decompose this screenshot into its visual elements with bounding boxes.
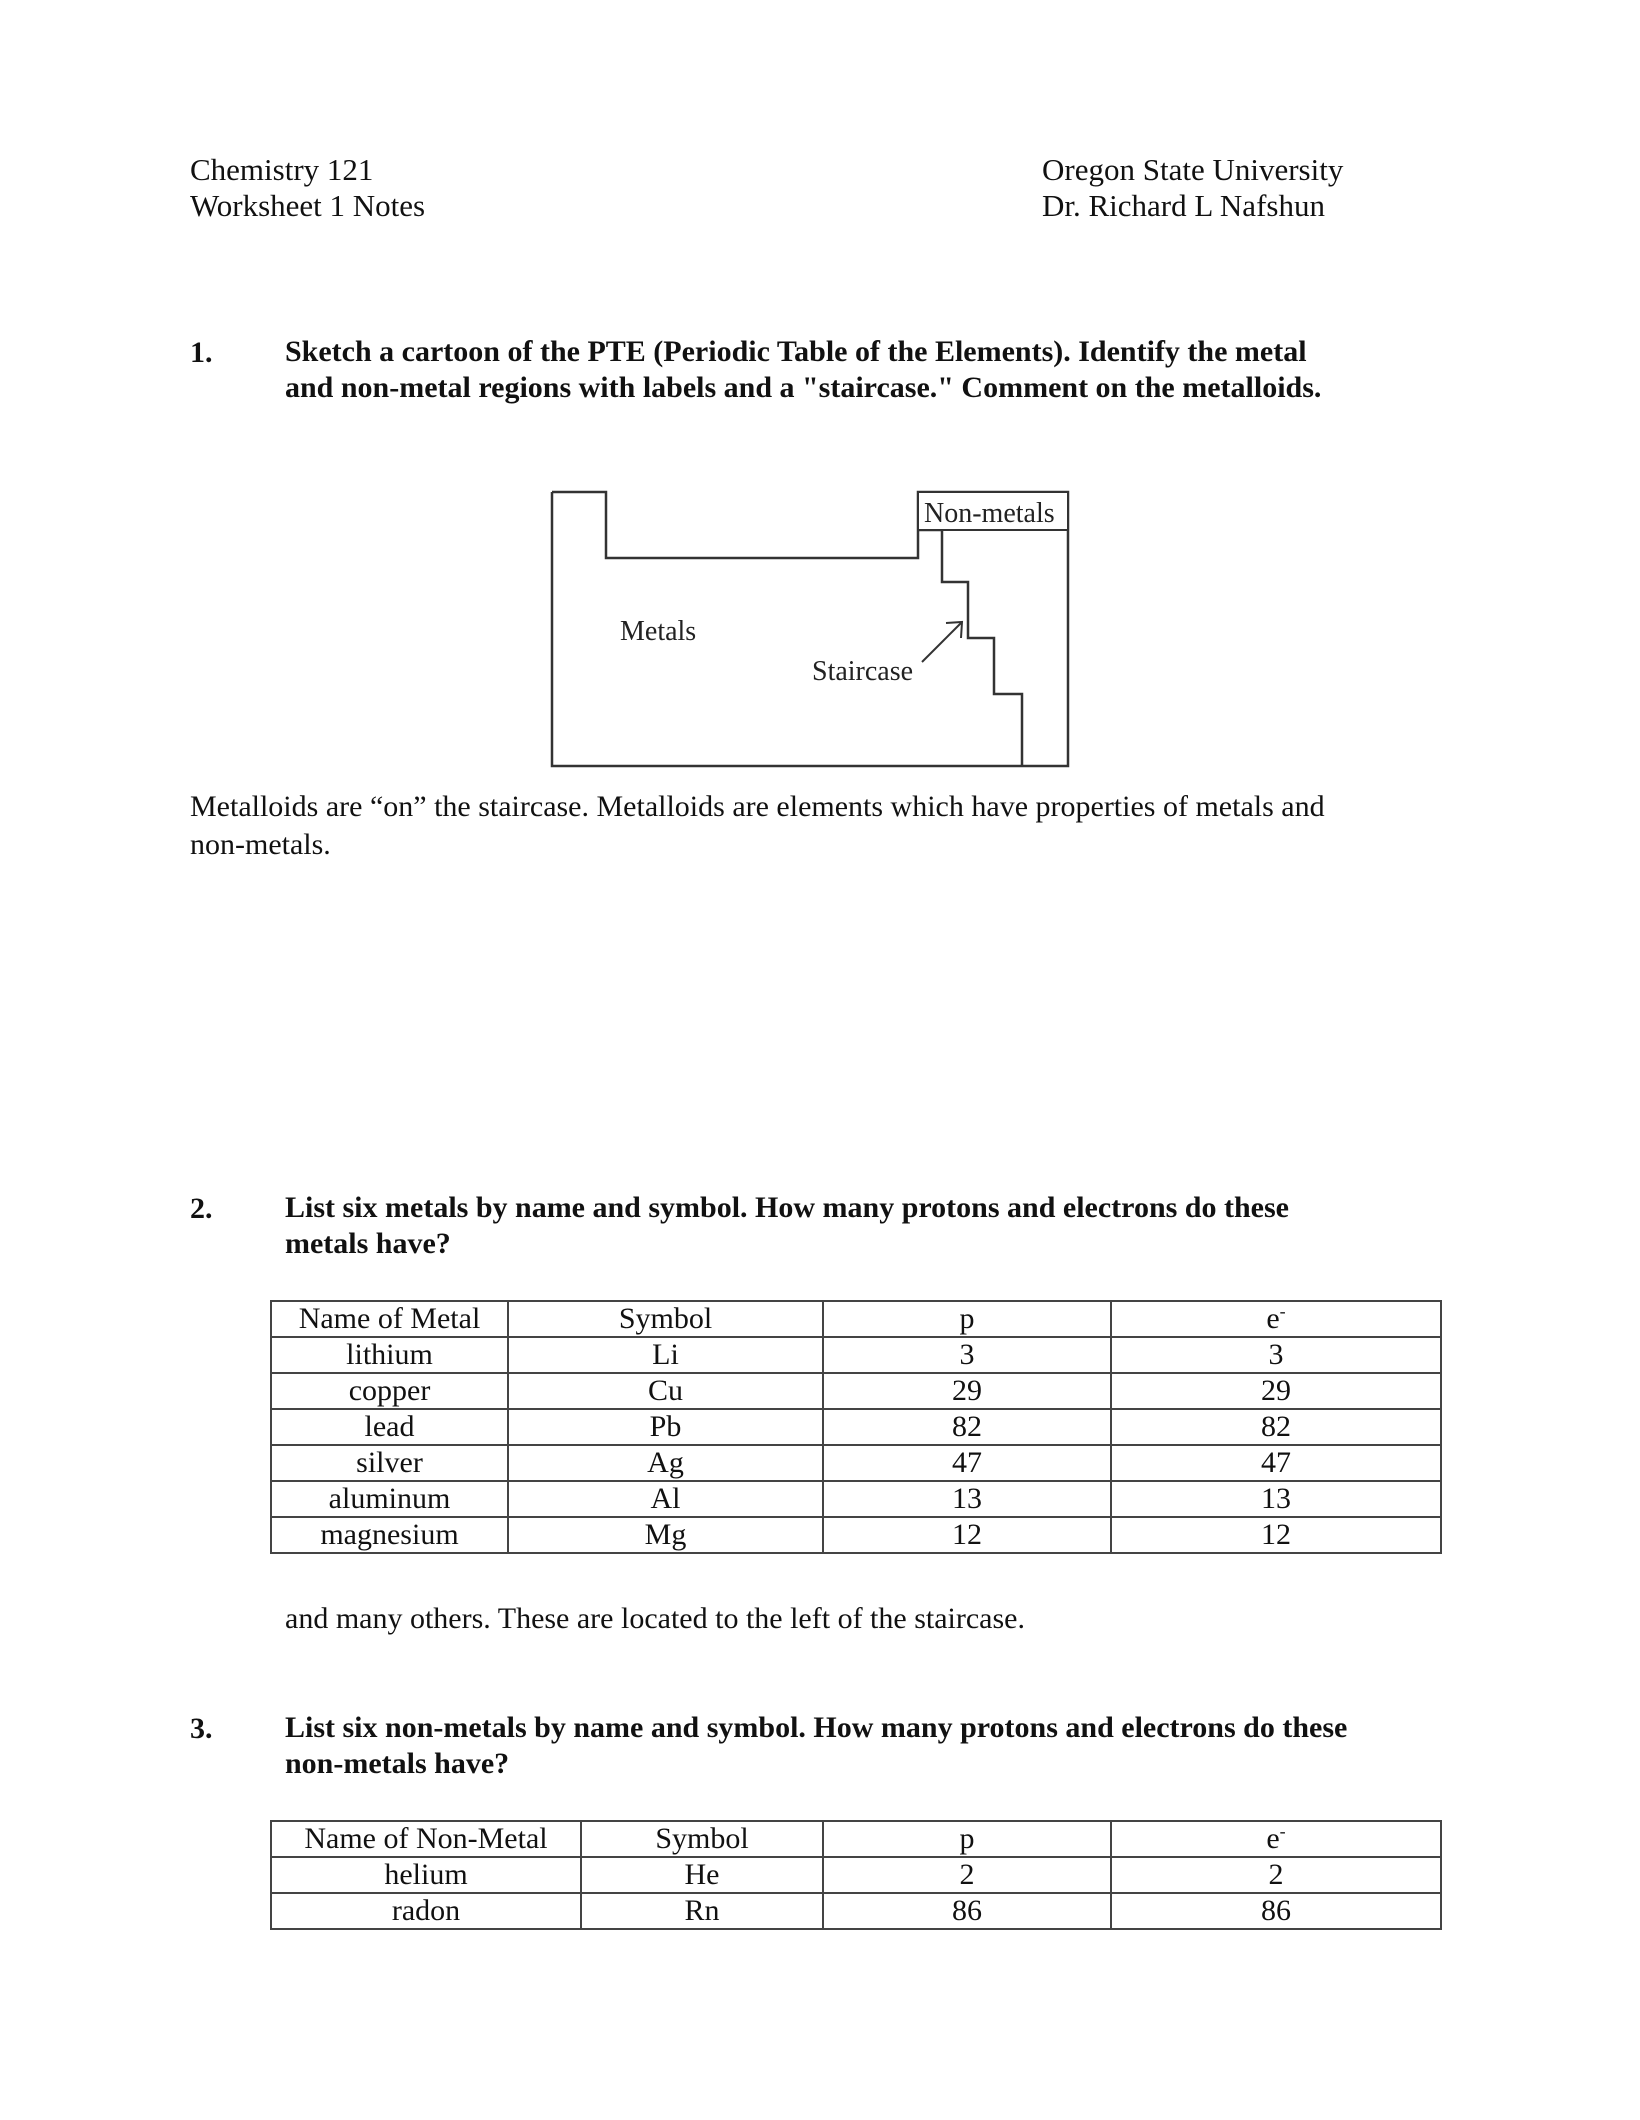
column-header-protons: p bbox=[823, 1821, 1111, 1857]
electrons-symbol: e bbox=[1266, 1822, 1280, 1855]
metal-protons-cell: 47 bbox=[823, 1445, 1111, 1481]
question-2-text bbox=[285, 1190, 1289, 1262]
metal-symbol-cell: Li bbox=[508, 1337, 823, 1373]
table-row bbox=[271, 1857, 1441, 1893]
metal-protons-cell: 29 bbox=[823, 1373, 1111, 1409]
question-3-line-2: non-metals have? bbox=[285, 1747, 510, 1780]
electrons-superscript: - bbox=[1279, 1821, 1286, 1841]
table-header-row bbox=[271, 1301, 1441, 1337]
nonmetal-electrons-cell: 2 bbox=[1111, 1857, 1441, 1893]
table-row bbox=[271, 1517, 1441, 1553]
nonmetal-name-cell: helium bbox=[271, 1857, 581, 1893]
metal-protons-cell: 82 bbox=[823, 1409, 1111, 1445]
metal-electrons-cell: 3 bbox=[1111, 1337, 1441, 1373]
nonmetal-symbol-cell: He bbox=[581, 1857, 823, 1893]
question-2-note: and many others. These are located to the left of the staircase. bbox=[285, 1602, 1025, 1635]
nonmetal-symbol-cell: Rn bbox=[581, 1893, 823, 1929]
metal-symbol-cell: Al bbox=[508, 1481, 823, 1517]
column-header-symbol: Symbol bbox=[508, 1301, 823, 1337]
staircase-arrow bbox=[922, 622, 962, 662]
electrons-superscript: - bbox=[1279, 1301, 1286, 1321]
staircase-line bbox=[918, 530, 1022, 766]
metal-electrons-cell: 82 bbox=[1111, 1409, 1441, 1445]
column-header-name: Name of Metal bbox=[271, 1301, 508, 1337]
nonmetal-protons-cell: 2 bbox=[823, 1857, 1111, 1893]
question-3-number: 3. bbox=[190, 1712, 213, 1745]
column-header-protons: p bbox=[823, 1301, 1111, 1337]
nonmetal-electrons-cell: 86 bbox=[1111, 1893, 1441, 1929]
question-1-answer-line-1: Metalloids are “on” the staircase. Metalloids are elements which have properties of metals and bbox=[190, 790, 1325, 823]
column-header-symbol: Symbol bbox=[581, 1821, 823, 1857]
metal-protons-cell: 13 bbox=[823, 1481, 1111, 1517]
metal-electrons-cell: 13 bbox=[1111, 1481, 1441, 1517]
column-header-name: Name of Non-Metal bbox=[271, 1821, 581, 1857]
question-3-line-1: List six non-metals by name and symbol. How many protons and electrons do these bbox=[285, 1711, 1348, 1744]
periodic-table-sketch bbox=[540, 480, 1080, 780]
question-1-line-2: and non-metal regions with labels and a "staircase." Comment on the metalloids. bbox=[285, 371, 1322, 404]
metal-name-cell: lithium bbox=[271, 1337, 508, 1373]
question-1-number: 1. bbox=[190, 336, 213, 369]
metal-name-cell: lead bbox=[271, 1409, 508, 1445]
metal-electrons-cell: 29 bbox=[1111, 1373, 1441, 1409]
table-row bbox=[271, 1409, 1441, 1445]
metal-name-cell: silver bbox=[271, 1445, 508, 1481]
electrons-symbol: e bbox=[1266, 1302, 1280, 1335]
instructor-name: Dr. Richard L Nafshun bbox=[1042, 188, 1325, 223]
question-1-answer bbox=[190, 788, 1325, 864]
course-title: Chemistry 121 bbox=[190, 152, 374, 187]
metals-label: Metals bbox=[620, 616, 697, 647]
metal-symbol-cell: Cu bbox=[508, 1373, 823, 1409]
metal-symbol-cell: Mg bbox=[508, 1517, 823, 1553]
table-row bbox=[271, 1893, 1441, 1929]
column-header-electrons bbox=[1111, 1821, 1441, 1857]
nonmetal-protons-cell: 86 bbox=[823, 1893, 1111, 1929]
table-row bbox=[271, 1481, 1441, 1517]
question-2-number: 2. bbox=[190, 1192, 213, 1225]
metal-name-cell: magnesium bbox=[271, 1517, 508, 1553]
table-header-row bbox=[271, 1821, 1441, 1857]
table-row bbox=[271, 1445, 1441, 1481]
table-row bbox=[271, 1337, 1441, 1373]
header-left bbox=[190, 152, 425, 224]
metal-protons-cell: 3 bbox=[823, 1337, 1111, 1373]
question-2-line-2: metals have? bbox=[285, 1227, 451, 1260]
table-row bbox=[271, 1373, 1441, 1409]
question-2-line-1: List six metals by name and symbol. How many protons and electrons do these bbox=[285, 1191, 1289, 1224]
worksheet-title: Worksheet 1 Notes bbox=[190, 188, 426, 223]
nonmetal-name-cell: radon bbox=[271, 1893, 581, 1929]
metal-electrons-cell: 12 bbox=[1111, 1517, 1441, 1553]
question-1-text bbox=[285, 334, 1321, 406]
metal-symbol-cell: Ag bbox=[508, 1445, 823, 1481]
metal-symbol-cell: Pb bbox=[508, 1409, 823, 1445]
metal-electrons-cell: 47 bbox=[1111, 1445, 1441, 1481]
university-name: Oregon State University bbox=[1042, 152, 1344, 187]
metal-name-cell: aluminum bbox=[271, 1481, 508, 1517]
question-1-answer-line-2: non-metals. bbox=[190, 828, 331, 861]
question-3-text bbox=[285, 1710, 1347, 1782]
metals-table bbox=[270, 1300, 1442, 1554]
question-1-line-1: Sketch a cartoon of the PTE (Periodic Table of the Elements). Identify the metal bbox=[285, 335, 1307, 368]
column-header-electrons bbox=[1111, 1301, 1441, 1337]
nonmetals-label: Non-metals bbox=[924, 498, 1055, 529]
header-right bbox=[1042, 152, 1343, 224]
metal-protons-cell: 12 bbox=[823, 1517, 1111, 1553]
metal-name-cell: copper bbox=[271, 1373, 508, 1409]
staircase-label: Staircase bbox=[812, 656, 914, 687]
nonmetals-table bbox=[270, 1820, 1442, 1930]
